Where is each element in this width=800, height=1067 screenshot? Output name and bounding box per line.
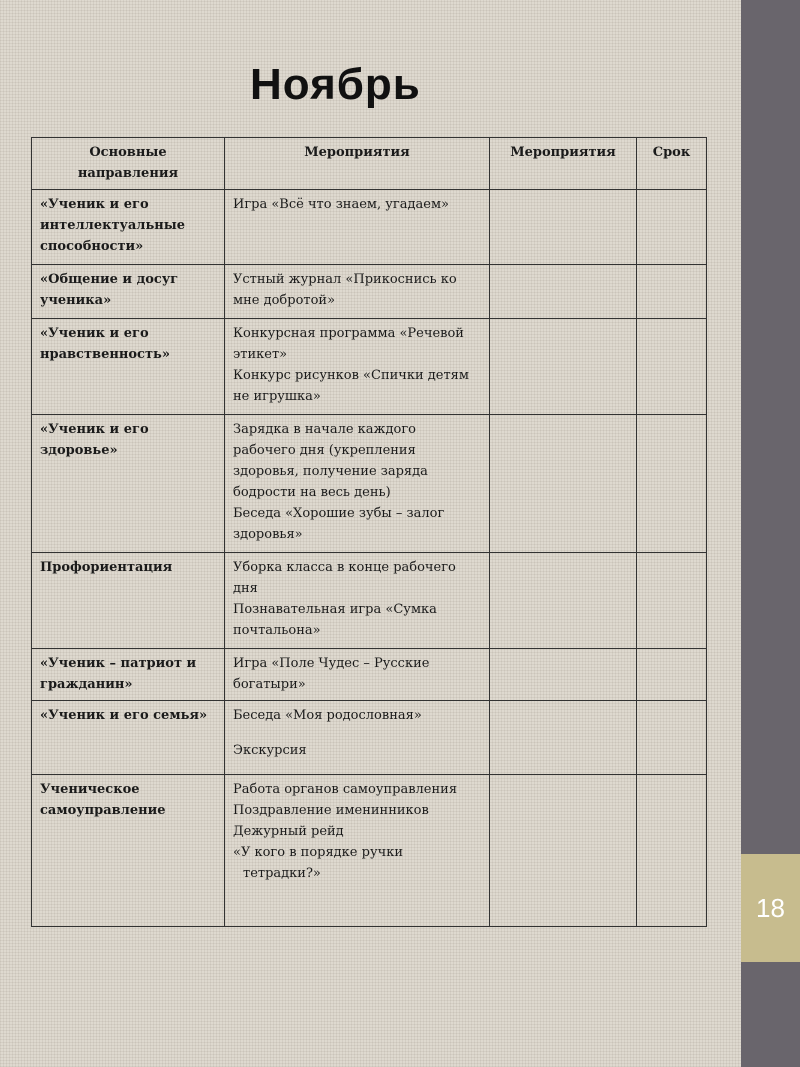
empty-cell [490, 775, 637, 927]
event-text: Поздравление именинников [233, 803, 429, 818]
empty-cell [490, 265, 637, 319]
deadline-cell [637, 775, 707, 927]
event-text: Познавательная игра «Сумка почтальона» [233, 602, 437, 638]
deadline-cell [637, 265, 707, 319]
empty-cell [490, 701, 637, 775]
header-events: Мероприятия [225, 138, 490, 190]
table-row [32, 649, 707, 701]
empty-cell [490, 190, 637, 265]
direction-cell: «Ученик и его интеллектуальные способности» [32, 190, 225, 265]
event-text: Устный журнал «Прикоснись ко мне добротой» [233, 272, 457, 308]
event-text: «У кого в порядке ручки [233, 845, 403, 860]
empty-cell [490, 319, 637, 415]
table-row [32, 415, 707, 553]
table-row [32, 775, 707, 927]
header-events-2: Мероприятия [490, 138, 637, 190]
deadline-cell [637, 649, 707, 701]
header-directions: Основные направления [32, 138, 225, 190]
deadline-cell [637, 553, 707, 649]
event-text: Конкурс рисунков «Спички детям не игрушка» [233, 368, 469, 404]
event-text: Беседа «Хорошие зубы – залог здоровья» [233, 506, 445, 542]
page-number-badge [741, 854, 800, 962]
table-row [32, 701, 707, 775]
header-deadline: Срок [637, 138, 707, 190]
event-text: тетрадки?» [243, 866, 321, 881]
deadline-cell [637, 319, 707, 415]
table-header-row [32, 138, 707, 190]
direction-cell: Ученическое самоуправление [32, 775, 225, 927]
direction-cell: «Общение и досуг ученика» [32, 265, 225, 319]
event-text: Игра «Поле Чудес – Русские богатыри» [233, 656, 430, 692]
event-text: Работа органов самоуправления [233, 782, 458, 797]
direction-cell: «Ученик – патриот и гражданин» [32, 649, 225, 701]
direction-cell: «Ученик и его нравственность» [32, 319, 225, 415]
events-cell [225, 649, 490, 701]
deadline-cell [637, 701, 707, 775]
table-row [32, 553, 707, 649]
direction-cell: «Ученик и его семья» [32, 701, 225, 775]
deadline-cell [637, 415, 707, 553]
events-cell [225, 319, 490, 415]
event-text: Игра «Всё что знаем, угадаем» [233, 197, 450, 212]
event-text: Дежурный рейд [233, 824, 344, 839]
event-text: Уборка класса в конце рабочего дня [233, 560, 456, 596]
direction-cell: Профориентация [32, 553, 225, 649]
plan-table [31, 137, 707, 927]
events-cell [225, 553, 490, 649]
empty-cell [490, 415, 637, 553]
table-row [32, 265, 707, 319]
page-number: 18 [756, 892, 785, 923]
events-cell [225, 190, 490, 265]
table-row [32, 319, 707, 415]
event-text: Экскурсия [233, 743, 307, 758]
events-cell [225, 265, 490, 319]
event-text: Конкурсная программа «Речевой этикет» [233, 326, 464, 362]
direction-cell: «Ученик и его здоровье» [32, 415, 225, 553]
page-title: Ноябрь [250, 60, 421, 109]
empty-cell [490, 553, 637, 649]
events-cell [225, 775, 490, 927]
deadline-cell [637, 190, 707, 265]
events-cell [225, 415, 490, 553]
table-row [32, 190, 707, 265]
event-text: Беседа «Моя родословная» [233, 708, 422, 723]
events-cell [225, 701, 490, 775]
empty-cell [490, 649, 637, 701]
event-text: Зарядка в начале каждого рабочего дня (укрепления здоровья, получение заряда бодрости на весь день) [233, 422, 428, 500]
